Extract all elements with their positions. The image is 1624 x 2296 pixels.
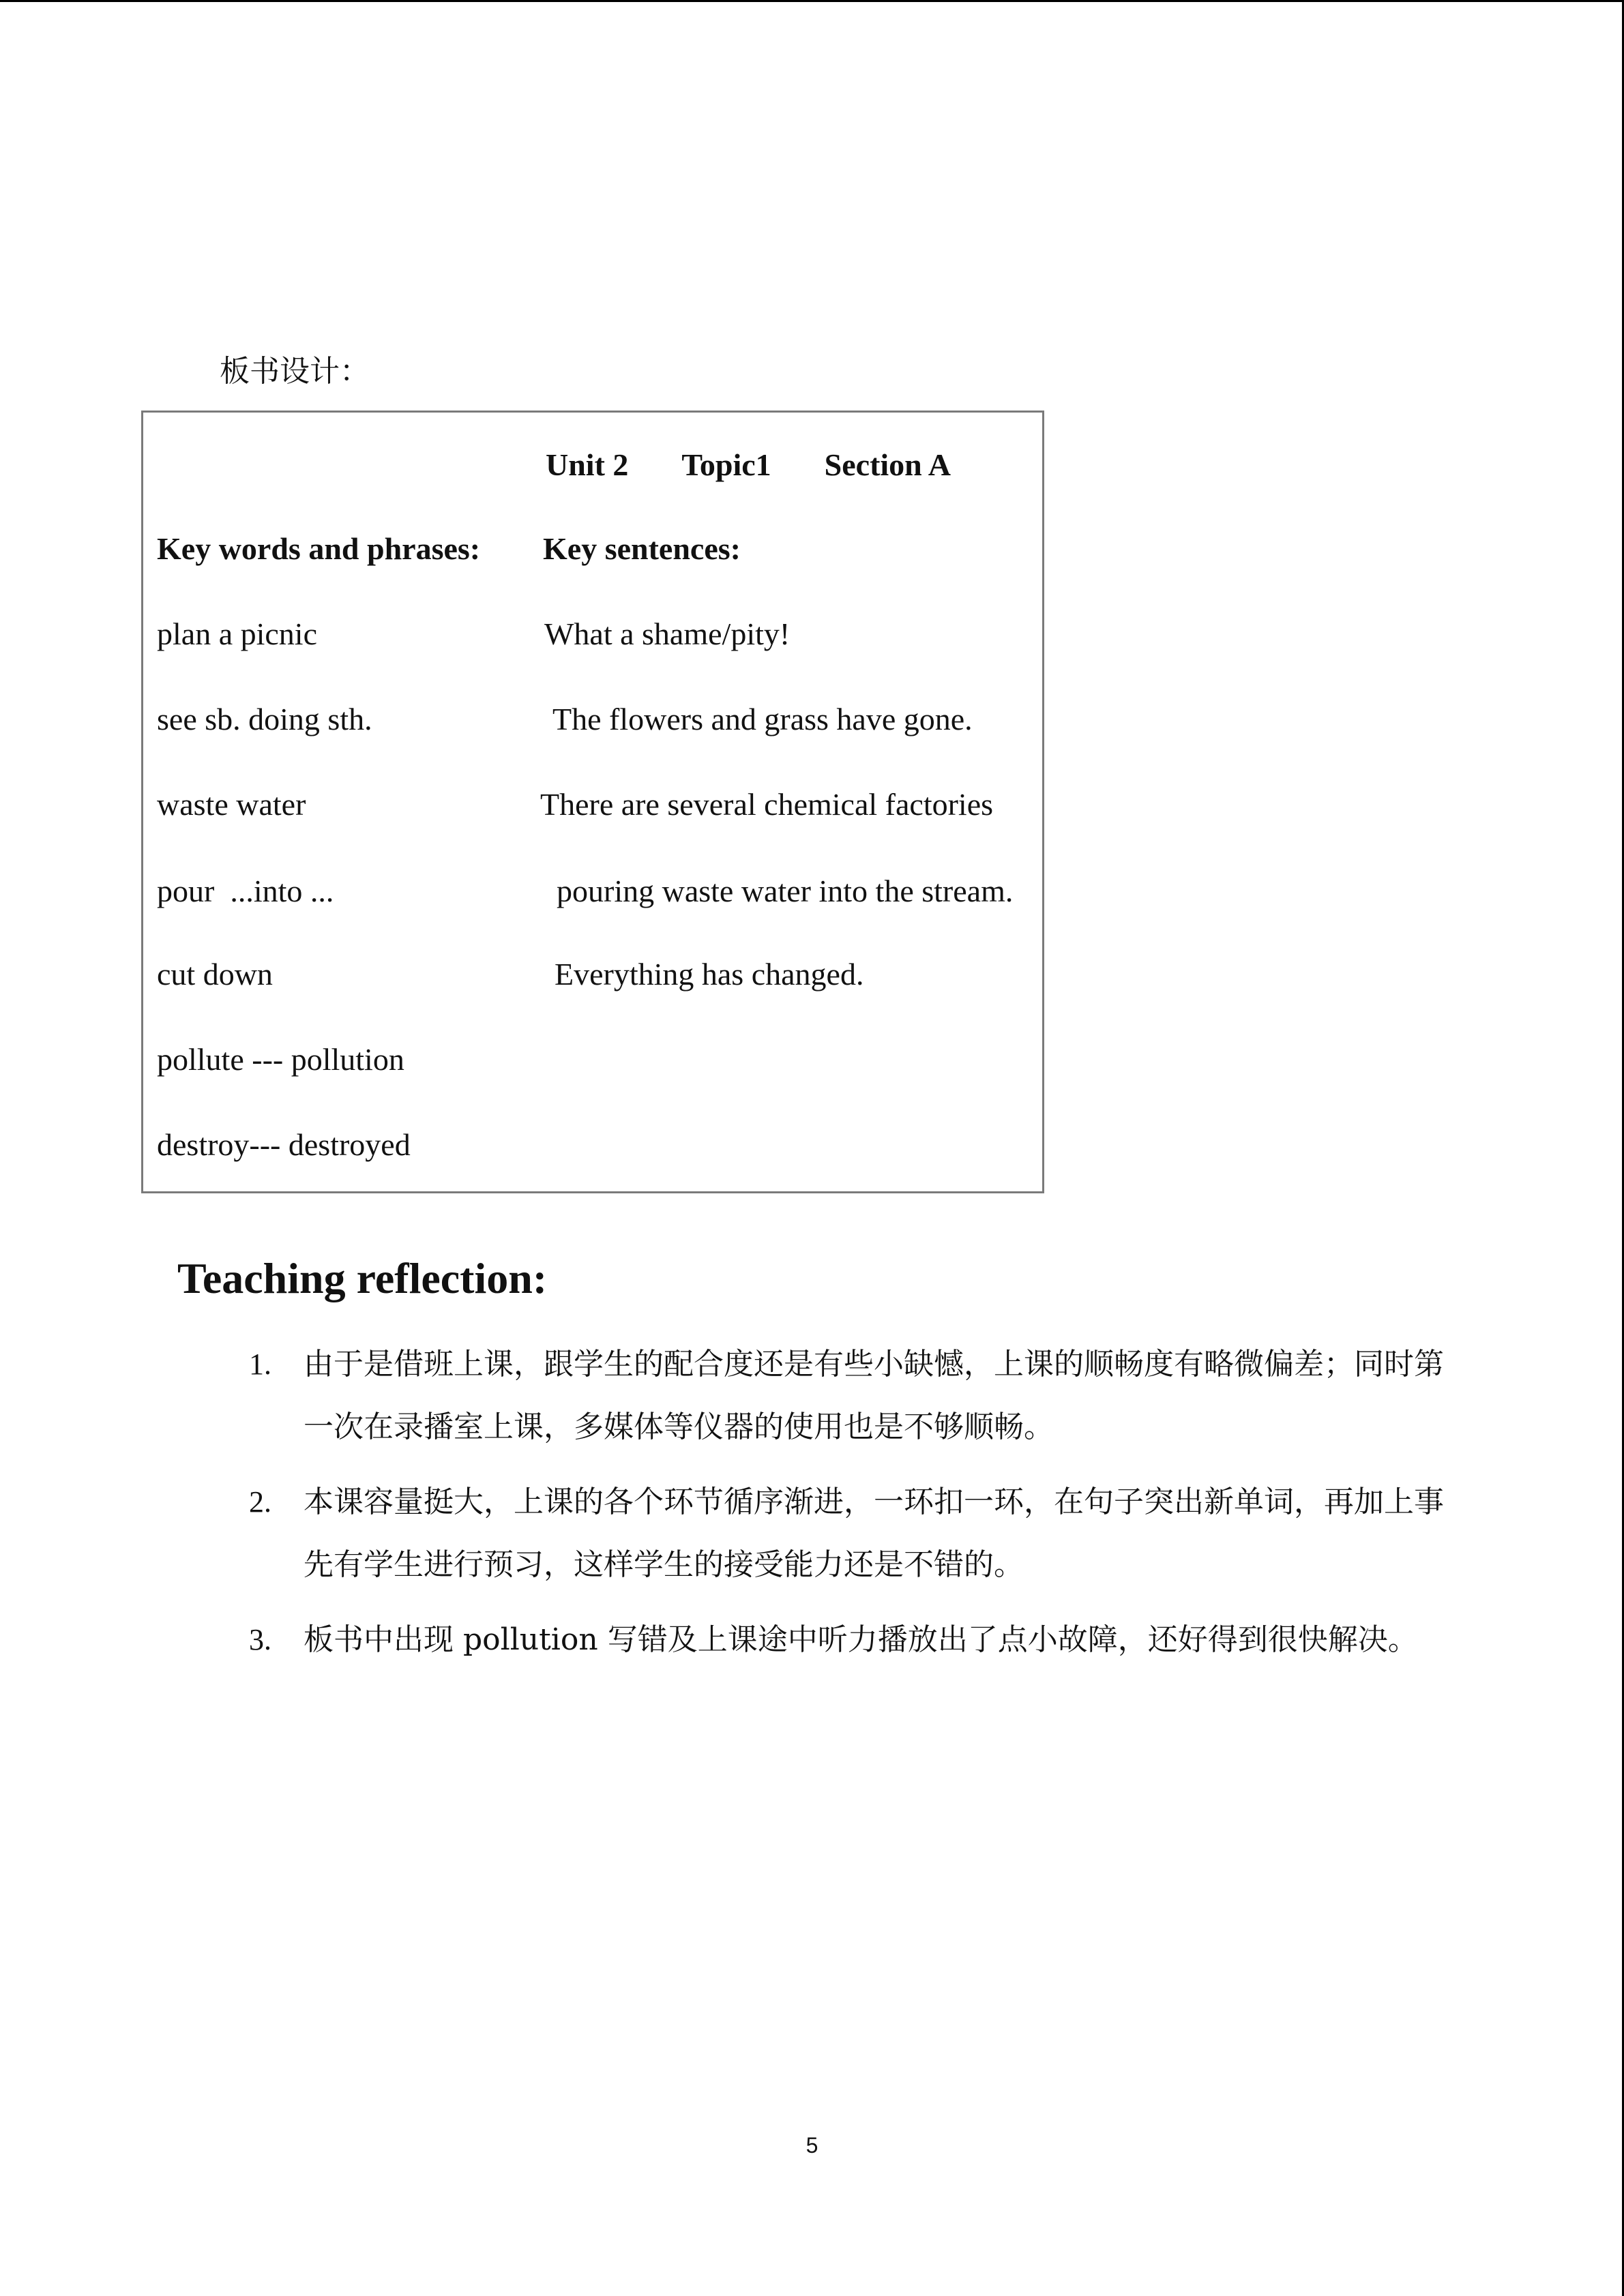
page-top-border — [0, 0, 1624, 2]
page-number: 5 — [806, 2133, 818, 2158]
reflection-item — [249, 1333, 1463, 1459]
item-text: 本课容量挺大，上课的各个环节循序渐进，一环扣一环，在句子突出新单词，再加上事先有学生进行预习，这样学生的接受能力还是不错的。 — [304, 1485, 1444, 1582]
key-word-item: pour ...into ... — [157, 874, 334, 908]
key-sentence-item: Everything has changed. — [555, 957, 864, 992]
title-unit: Unit 2 — [546, 447, 629, 482]
key-word-item: destroy--- destroyed — [157, 1127, 411, 1162]
board-title — [546, 447, 951, 483]
item-number: 1. — [249, 1347, 271, 1381]
item-text: 板书中出现 pollution 写错及上课途中听力播放出了点小故障，还好得到很快解决。 — [304, 1622, 1418, 1657]
key-sentence-item: pouring waste water into the stream. — [557, 874, 1014, 908]
board-design-box — [141, 411, 1044, 1193]
key-sentence-item: The flowers and grass have gone. — [552, 702, 973, 736]
key-word-item: cut down — [157, 957, 273, 992]
key-word-item: plan a picnic — [157, 616, 318, 651]
reflection-item — [249, 1609, 1463, 1671]
title-section: Section A — [824, 447, 951, 482]
key-words-header: Key words and phrases: — [157, 531, 481, 566]
reflection-list — [249, 1333, 1463, 1684]
key-word-item: waste water — [157, 787, 306, 822]
reflection-item — [249, 1471, 1463, 1596]
key-sentences-header: Key sentences: — [543, 531, 741, 566]
board-design-label: 板书设计： — [220, 354, 370, 389]
key-word-item: see sb. doing sth. — [157, 702, 372, 736]
key-word-item: pollute --- pollution — [157, 1042, 404, 1077]
title-topic: Topic1 — [681, 447, 771, 482]
teaching-reflection-heading: Teaching reflection: — [177, 1254, 548, 1302]
item-number: 2. — [249, 1485, 271, 1519]
item-text: 由于是借班上课，跟学生的配合度还是有些小缺憾，上课的顺畅度有略微偏差；同时第一次在录播室上课，多媒体等仪器的使用也是不够顺畅。 — [304, 1347, 1444, 1444]
key-sentence-item: What a shame/pity! — [544, 616, 791, 651]
item-number: 3. — [249, 1623, 271, 1656]
key-sentence-item: There are several chemical factories — [540, 787, 994, 822]
